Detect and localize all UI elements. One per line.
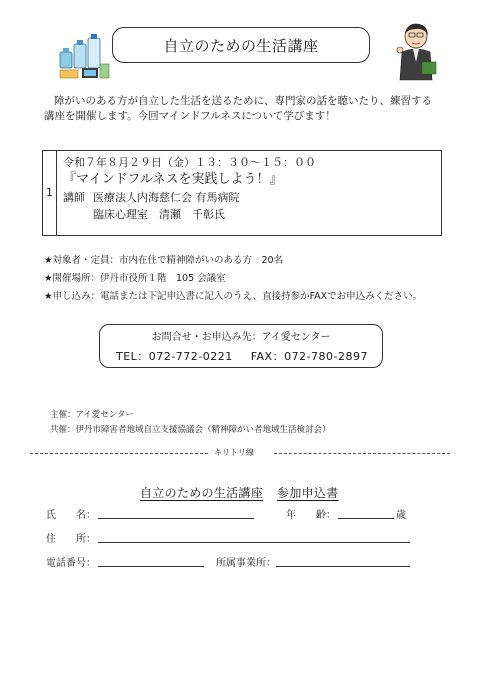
venue-info: ★開催場所：伊丹市役所１階 105 会議室 [44, 273, 226, 284]
lecturer-name: 臨床心理室 清瀬 千彰氏 [93, 208, 225, 221]
form-title-sub: 参加申込書 [277, 486, 339, 500]
lecture-details [57, 151, 441, 235]
form-title-main: 自立のための生活講座 [140, 486, 264, 500]
contact-title: お問合せ・お申込み先：アイ愛センター [151, 332, 331, 343]
lecture-table [42, 150, 442, 236]
lecturer-organization: 医療法人内海慈仁会 有馬病院 [93, 191, 240, 204]
contact-box [99, 324, 383, 368]
address-label: 住 所： [46, 534, 96, 545]
lecturer-label: 講師 [63, 191, 85, 204]
age-input-line[interactable] [338, 518, 394, 519]
cut-line-left [30, 453, 208, 454]
office-label: 所属事業所： [216, 558, 276, 569]
target-info: ★対象者・定員：市内在住で精神障がいのある方 20名 [44, 255, 284, 266]
age-suffix: 歳 [396, 510, 406, 521]
lecturer-illustration [396, 22, 438, 84]
event-details [44, 252, 464, 306]
fax-number: FAX：072-780-2897 [250, 350, 368, 363]
application-info: ★申し込み：電話または下記申込書に記入のうえ、直接持参かFAXでお申込みください。 [44, 291, 423, 302]
cut-line [30, 447, 450, 459]
name-input-line[interactable] [98, 518, 254, 519]
page-title: 自立のための生活講座 [112, 27, 370, 63]
intro-paragraph [44, 94, 444, 124]
lecture-number: 1 [43, 151, 57, 235]
lecturer-row [63, 189, 441, 206]
household-items-illustration [58, 34, 110, 80]
intro-line-2: 講座を開催します。今回マインドフルネスについて学びます！ [44, 110, 336, 122]
cut-line-label: キリトリ線 [214, 448, 254, 457]
lecture-theme: 『マインドフルネスを実践しよう！』 [63, 172, 283, 187]
contact-numbers [100, 347, 382, 366]
phone-label: 電話番号： [46, 558, 96, 569]
organizers [50, 408, 331, 438]
cohost-organizer: 共催：伊丹市障害者地域自立支援協議会（精神障がい者地域生活検討会） [50, 425, 331, 435]
phone-input-line[interactable] [98, 566, 204, 567]
intro-line-1: 障がいのある方が自立した生活を送るために、専門家の話を聴いたり、練習する [54, 95, 432, 107]
address-input-line[interactable] [98, 542, 410, 543]
office-input-line[interactable] [276, 566, 410, 567]
host-organizer: 主催：アイ愛センター [50, 410, 134, 420]
name-label: 氏 名： [46, 510, 96, 521]
lecture-date: 令和７年８月２９日（金）１３：３０～１５：００ [63, 156, 316, 169]
age-label: 年 齢： [286, 510, 336, 521]
cut-line-right [274, 453, 450, 454]
tel-number: TEL：072-772-0221 [116, 350, 233, 363]
application-form-title [140, 484, 339, 501]
